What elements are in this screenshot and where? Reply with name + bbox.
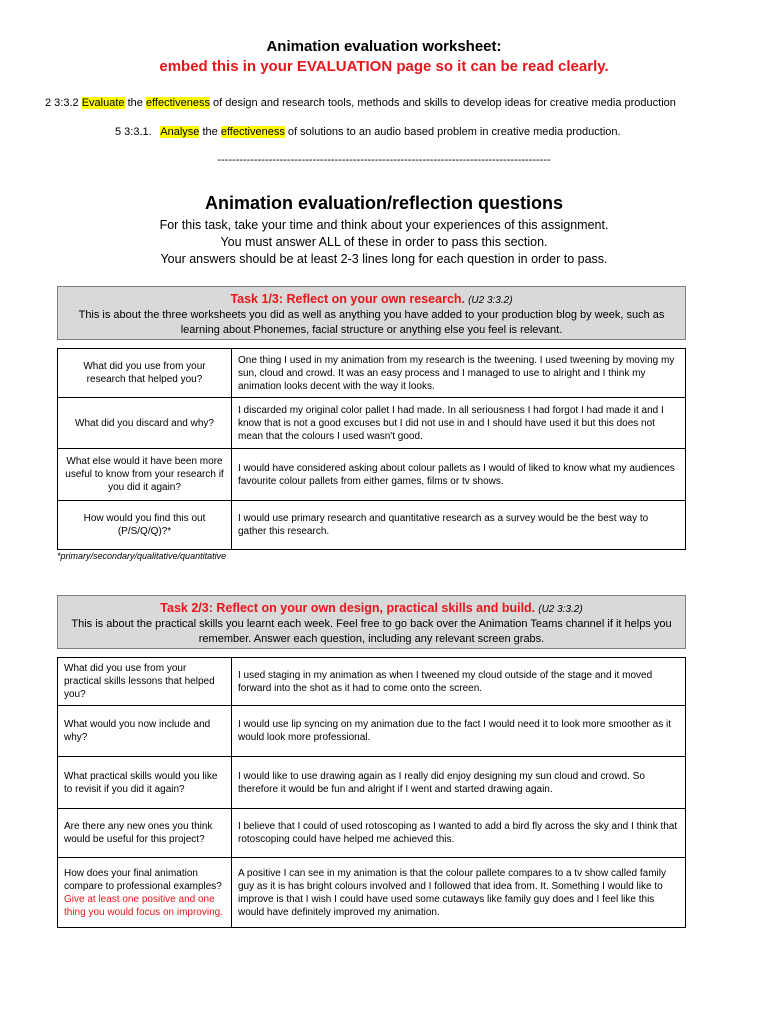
question-instruction: Give at least one positive and one thing you would focus on improving. — [64, 893, 223, 918]
answer-cell[interactable]: I used staging in my animation as when I tweened my cloud outside of the stage and it moved forward into the shot as it had to come onto the screen. — [232, 658, 686, 706]
objective-code: 2 3:3.2 — [45, 97, 79, 109]
question-cell: How would you find this out (P/S/Q/Q)?* — [58, 501, 232, 550]
task2-header — [57, 595, 686, 649]
intro-line: For this task, take your time and think about your experiences of this assignment. — [159, 218, 609, 232]
table-row — [58, 706, 686, 757]
task1-table — [57, 348, 686, 550]
objective-code: 5 3:3.1. — [115, 126, 152, 138]
intro-line: You must answer ALL of these in order to pass this section. — [220, 235, 548, 249]
divider-line: ------------------------------------------------------------------------------------------- — [217, 154, 551, 166]
answer-cell[interactable]: I would use primary research and quantitative research as a survey would be the best way to gather this research. — [232, 501, 686, 550]
task2-code: (U2 3:3.2) — [538, 604, 583, 615]
task2-description: This is about the practical skills you learnt each week. Feel free to go back over the Animation Teams channel if it helps you remember. Answer each question, including any relevant screen grabs. — [71, 618, 672, 645]
table-row — [58, 658, 686, 706]
objective-2 — [115, 126, 621, 138]
answer-cell[interactable]: I would like to use drawing again as I really did enjoy designing my sun cloud and crowd. So therefore it would be fun and alright if I went and started drawing again. — [232, 757, 686, 809]
objective-mid: the — [202, 126, 218, 138]
question-cell: Are there any new ones you think would be useful for this project? — [58, 809, 232, 858]
answer-cell[interactable]: I would have considered asking about colour pallets as I would of liked to know what my audiences favourite colour pallets from either games, films or tv shows. — [232, 449, 686, 501]
table-row — [58, 809, 686, 858]
question-cell — [58, 858, 232, 928]
answer-cell[interactable]: I would use lip syncing on my animation due to the fact I would need it to look more smoother as it would look more professional. — [232, 706, 686, 757]
table-row — [58, 757, 686, 809]
task1-description: This is about the three worksheets you did as well as anything you have added to your production blog by week, such as learning about Phonemes, facial structure or anything else you feel is relevant. — [78, 309, 665, 336]
question-cell: What did you use from your research that helped you? — [58, 349, 232, 398]
objective-key: effectiveness — [220, 126, 285, 138]
question-cell: What did you discard and why? — [58, 398, 232, 449]
table-row — [58, 449, 686, 501]
objective-key: effectiveness — [145, 97, 210, 109]
objective-verb: Analyse — [160, 126, 200, 138]
question-cell: What did you use from your practical skills lessons that helped you? — [58, 658, 232, 706]
objective-rest: of design and research tools, methods and skills to develop ideas for creative media production — [213, 97, 676, 109]
question-cell: What practical skills would you like to revisit if you did it again? — [58, 757, 232, 809]
objective-mid: the — [127, 97, 143, 109]
intro-line: Your answers should be at least 2-3 lines long for each question in order to pass. — [160, 252, 608, 266]
worksheet-subtitle: embed this in your EVALUATION page so it can be read clearly. — [159, 58, 609, 75]
answer-cell[interactable]: I discarded my original color pallet I had made. In all seriousness I had forgot I had made it and I know that is not a good excuses but I did not use in and I should have used it but this does not mean that the colours I used wasn't good. — [232, 398, 686, 449]
footnote: *primary/secondary/qualitative/quantitative — [57, 551, 227, 561]
objective-rest: of solutions to an audio based problem in creative media production. — [287, 126, 621, 138]
section-heading: Animation evaluation/reflection questions — [204, 193, 564, 213]
task1-title: Task 1/3: Reflect on your own research. — [230, 292, 466, 306]
table-row — [58, 858, 686, 928]
answer-cell[interactable]: I believe that I could of used rotoscoping as I wanted to add a bird fly across the sky and I think that rotoscoping could have helped me achieved this. — [232, 809, 686, 858]
table-row — [58, 349, 686, 398]
worksheet-title: Animation evaluation worksheet: — [266, 38, 502, 55]
table-row — [58, 501, 686, 550]
question-cell: What would you now include and why? — [58, 706, 232, 757]
question-cell: What else would it have been more useful to know from your research if you did it again? — [58, 449, 232, 501]
objective-verb: Evaluate — [81, 97, 125, 109]
task1-header — [57, 286, 686, 340]
question-text: How does your final animation compare to professional examples? — [64, 867, 222, 892]
table-row — [58, 398, 686, 449]
answer-cell[interactable]: One thing I used in my animation from my research is the tweening. I used tweening by moving my sun, cloud and crowd. It was an easy process and I managed to use to alright and I think my animation looks decent with the way it looks. — [232, 349, 686, 398]
objective-1 — [45, 97, 676, 109]
answer-cell[interactable]: A positive I can see in my animation is that the colour pallete compares to a tv show called family guy as it is has bright colours involved and I followed that idea from. It. Something I would like to improve is that I wish I could have used some cutaways like family guy does and I feel like this would have definitely improved my animation. — [232, 858, 686, 928]
task2-title: Task 2/3: Reflect on your own design, practical skills and build. — [160, 601, 536, 615]
task2-table — [57, 657, 686, 928]
task1-code: (U2 3:3.2) — [468, 295, 513, 306]
